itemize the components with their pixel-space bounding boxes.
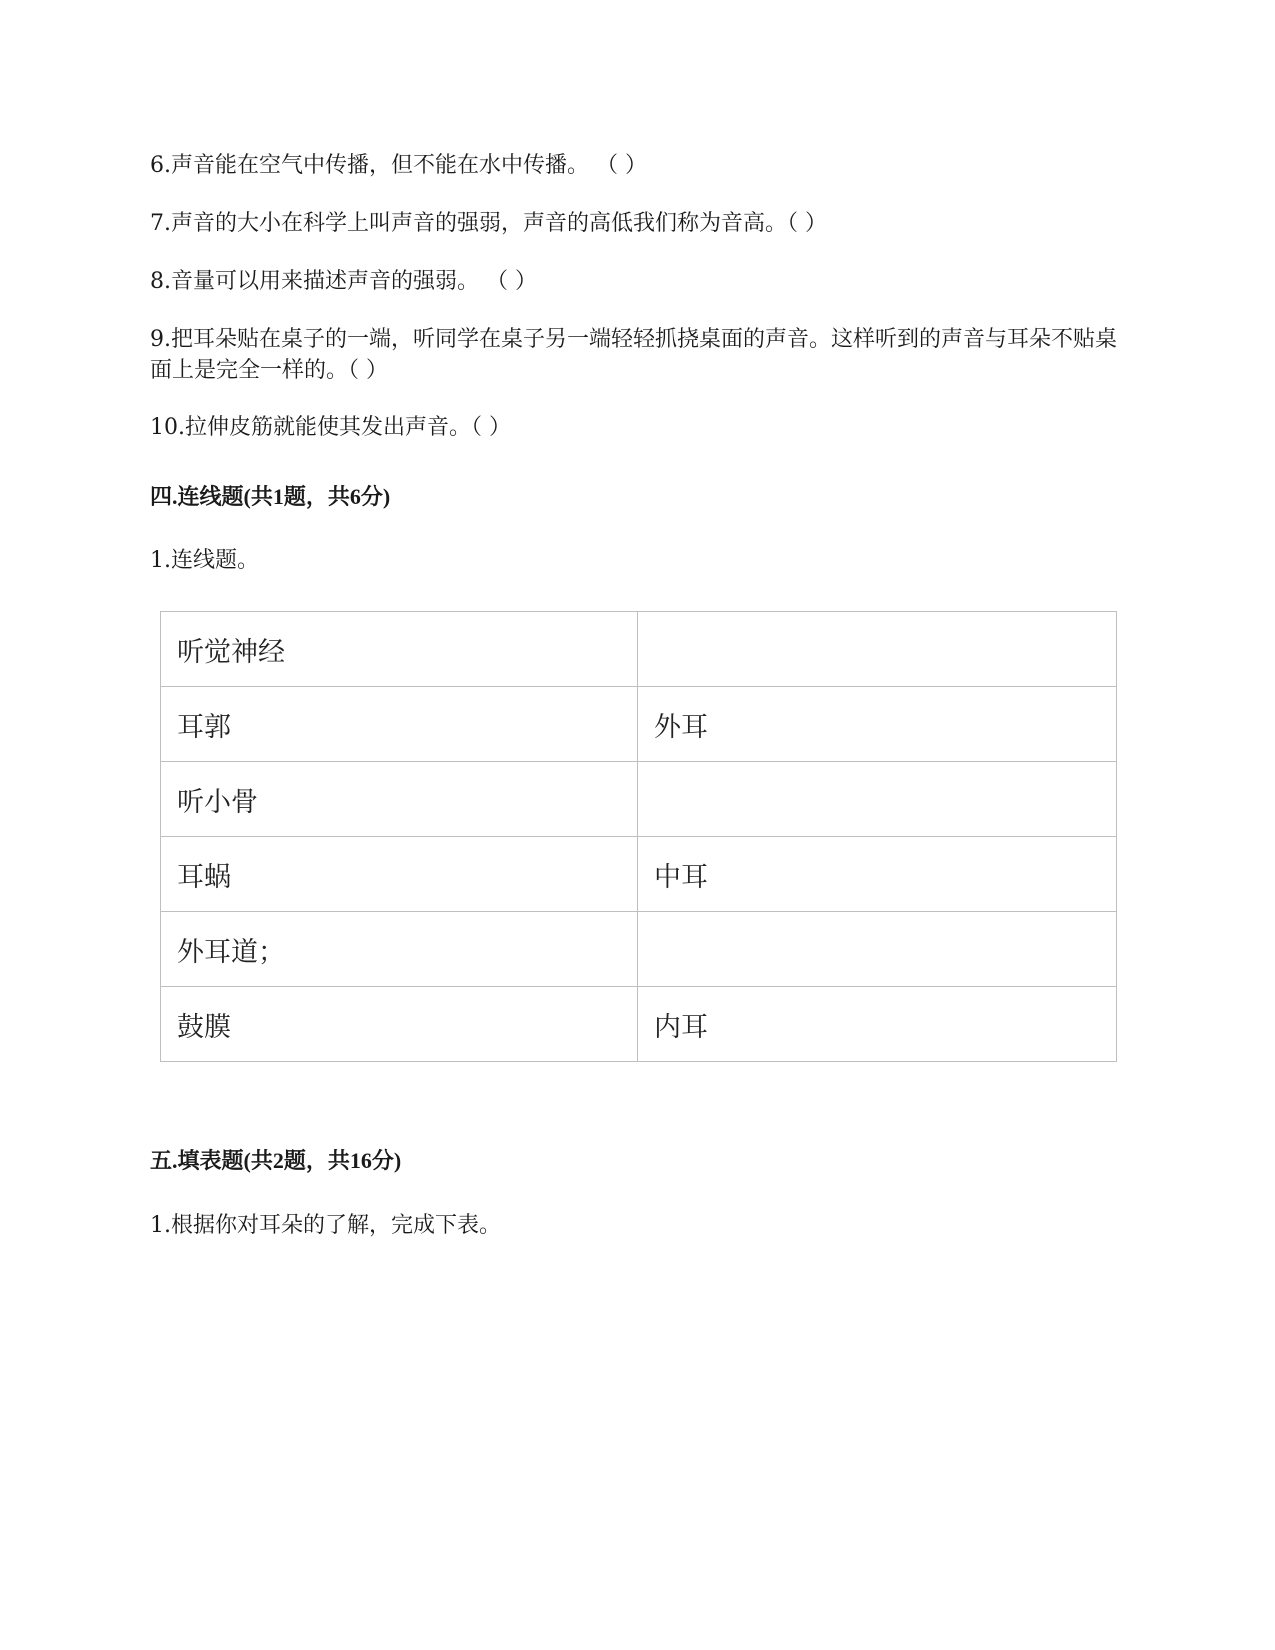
matching-table — [160, 611, 1117, 1062]
question-10: 10.拉伸皮筋就能使其发出声音。（ ） — [150, 415, 511, 440]
fill-table-question: 1.根据你对耳朵的了解，完成下表。 — [150, 1213, 501, 1238]
table-row — [161, 912, 1117, 987]
table-cell: 外耳 — [638, 687, 1117, 762]
matching-question: 1.连线题。 — [150, 548, 259, 573]
table-row — [161, 612, 1117, 687]
table-cell — [638, 762, 1117, 837]
question-6: 6.声音能在空气中传播，但不能在水中传播。 （ ） — [150, 153, 647, 178]
section-title-matching: 四.连线题(共1题，共6分) — [150, 484, 391, 509]
table-cell: 内耳 — [638, 987, 1117, 1062]
table-cell — [638, 612, 1117, 687]
table-cell: 中耳 — [638, 837, 1117, 912]
table-cell: 耳蜗 — [161, 837, 638, 912]
table-row — [161, 687, 1117, 762]
question-7: 7.声音的大小在科学上叫声音的强弱，声音的高低我们称为音高。（ ） — [150, 211, 827, 236]
question-8: 8.音量可以用来描述声音的强弱。 （ ） — [150, 269, 537, 294]
table-cell — [638, 912, 1117, 987]
table-cell: 耳郭 — [161, 687, 638, 762]
table-row — [161, 837, 1117, 912]
section-title-fill-table: 五.填表题(共2题，共16分) — [150, 1148, 402, 1173]
question-9: 9.把耳朵贴在桌子的一端，听同学在桌子另一端轻轻抓挠桌面的声音。这样听到的声音与耳朵不贴桌面上是完全一样的。（ ） — [150, 327, 1117, 383]
table-cell: 外耳道； — [161, 912, 638, 987]
table-cell: 听小骨 — [161, 762, 638, 837]
table-cell: 鼓膜 — [161, 987, 638, 1062]
table-cell: 听觉神经 — [161, 612, 638, 687]
table-row — [161, 762, 1117, 837]
table-row — [161, 987, 1117, 1062]
